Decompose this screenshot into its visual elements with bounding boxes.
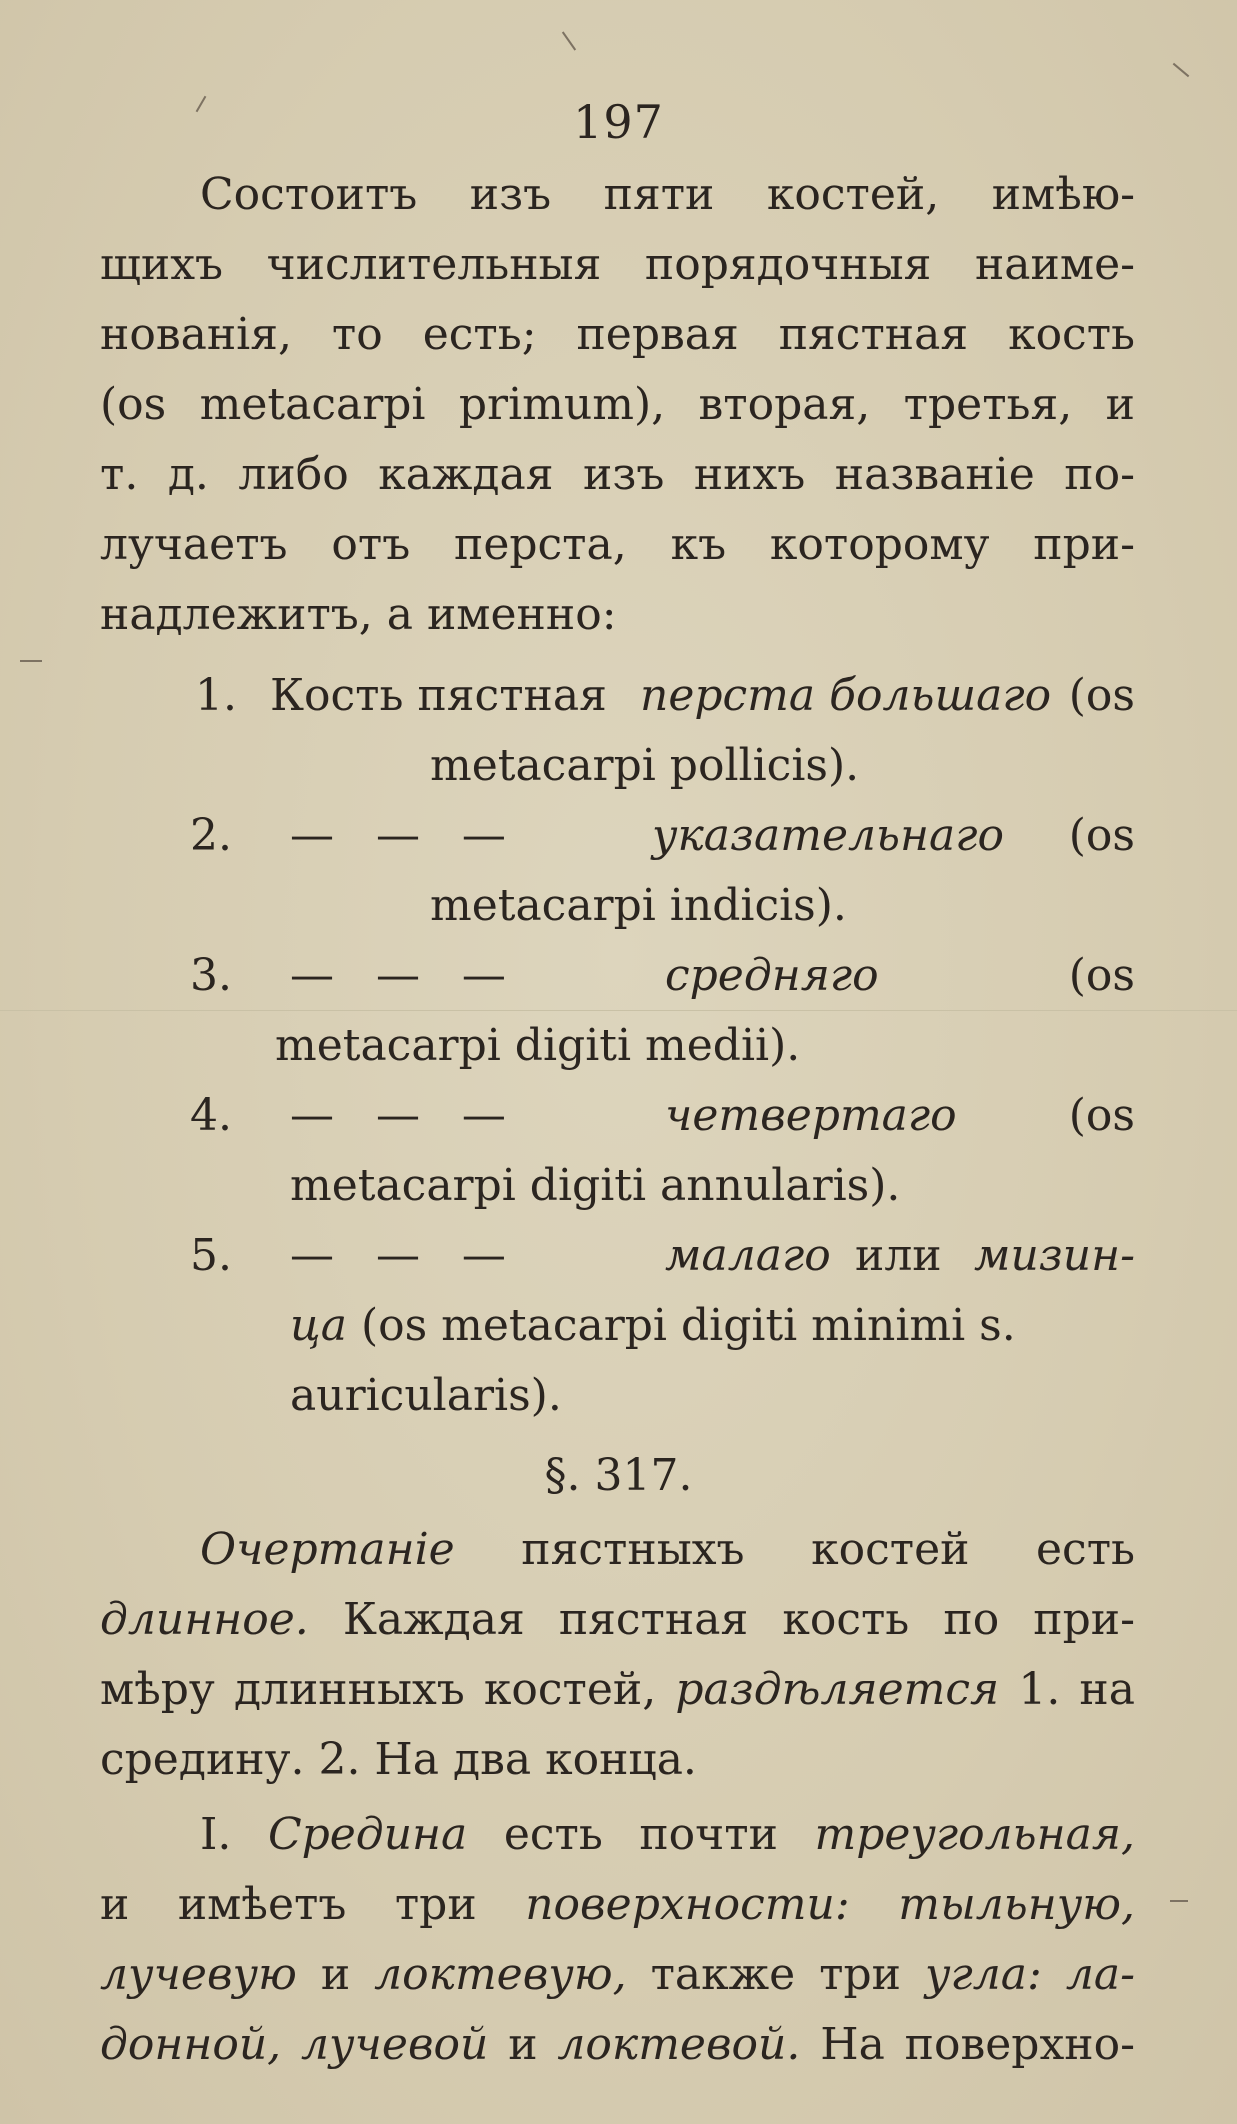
text-line: донной, лучевой и локтевой. На поверхно- — [100, 2019, 1135, 2070]
bone-list — [100, 670, 1135, 1440]
text-line: (os metacarpi primum), вторая, третья, и — [100, 379, 1135, 430]
text-line: средину. 2. На два конца. — [100, 1734, 697, 1785]
paper-speck — [1170, 1900, 1188, 1902]
item-term: средняго — [665, 950, 879, 1001]
page-number: 197 — [573, 95, 664, 149]
item-latin: metacarpi pollicis). — [430, 740, 860, 791]
paper-speck — [20, 660, 42, 662]
text-line: щихъ числительныя порядочныя наиме- — [100, 239, 1135, 290]
list-item — [100, 1230, 1135, 1440]
text-line: Состоитъ изъ пяти костей, имѣю- — [200, 169, 1135, 220]
text-line: I. Средина есть почти треугольная, — [200, 1809, 1135, 1860]
scan-line — [0, 1010, 1237, 1011]
ditto-dashes: — — — — [290, 1230, 506, 1281]
list-item — [100, 670, 1135, 810]
text-line: нованія, то есть; первая пястная кость — [100, 309, 1135, 360]
paragraph-shape — [100, 1515, 1135, 1795]
text-line: лучевую и локтевую, также три угла: ла- — [100, 1949, 1135, 2000]
item-term: четвертаго — [665, 1090, 957, 1141]
item-tail: (os — [1068, 670, 1135, 721]
item-term: указательнаго — [652, 810, 1004, 861]
paper-speck — [1173, 63, 1190, 77]
ditto-dashes: — — — — [290, 810, 506, 861]
item-term: ца — [290, 1300, 347, 1351]
item-tail: (os — [1068, 950, 1135, 1001]
list-item — [100, 810, 1135, 950]
item-latin: metacarpi digiti annularis). — [290, 1160, 901, 1211]
item-number: 4. — [190, 1090, 232, 1141]
ditto-dashes: — — — — [290, 950, 506, 1001]
paper-speck — [562, 31, 576, 50]
text-line: лучаетъ отъ перста, къ которому при- — [100, 519, 1135, 570]
item-number: 1. — [195, 670, 237, 721]
text-line: мѣру длинныхъ костей, раздѣляется 1. на — [100, 1664, 1135, 1715]
intro-paragraph — [100, 160, 1135, 650]
ditto-dashes: — — — — [290, 1090, 506, 1141]
item-latin: (os metacarpi digiti minimi s. — [360, 1300, 1016, 1351]
item-text: Кость пястная — [270, 670, 607, 721]
item-term: мизин- — [973, 1230, 1135, 1281]
item-number: 5. — [190, 1230, 232, 1281]
item-tail: (os — [1068, 810, 1135, 861]
item-term: перста большаго — [640, 670, 1052, 721]
text-line: и имѣетъ три поверхности: тыльную, — [100, 1879, 1135, 1930]
item-text: или — [855, 1230, 942, 1281]
list-item — [100, 950, 1135, 1090]
item-latin: auricularis). — [290, 1370, 562, 1421]
item-tail: (os — [1068, 1090, 1135, 1141]
paragraph-middle — [100, 1800, 1135, 2080]
item-number: 3. — [190, 950, 232, 1001]
section-heading: §. 317. — [544, 1450, 693, 1501]
text-line: длинное. Каждая пястная кость по при- — [100, 1594, 1135, 1645]
item-term: малаго — [665, 1230, 831, 1281]
text-line: надлежитъ, а именно: — [100, 589, 617, 640]
item-latin: metacarpi digiti medii). — [275, 1020, 801, 1071]
item-latin: metacarpi indicis). — [430, 880, 847, 931]
item-number: 2. — [190, 810, 232, 861]
text-line: Очертаніе пястныхъ костей есть — [200, 1524, 1135, 1575]
text-line: т. д. либо каждая изъ нихъ названіе по- — [100, 449, 1135, 500]
list-item — [100, 1090, 1135, 1230]
